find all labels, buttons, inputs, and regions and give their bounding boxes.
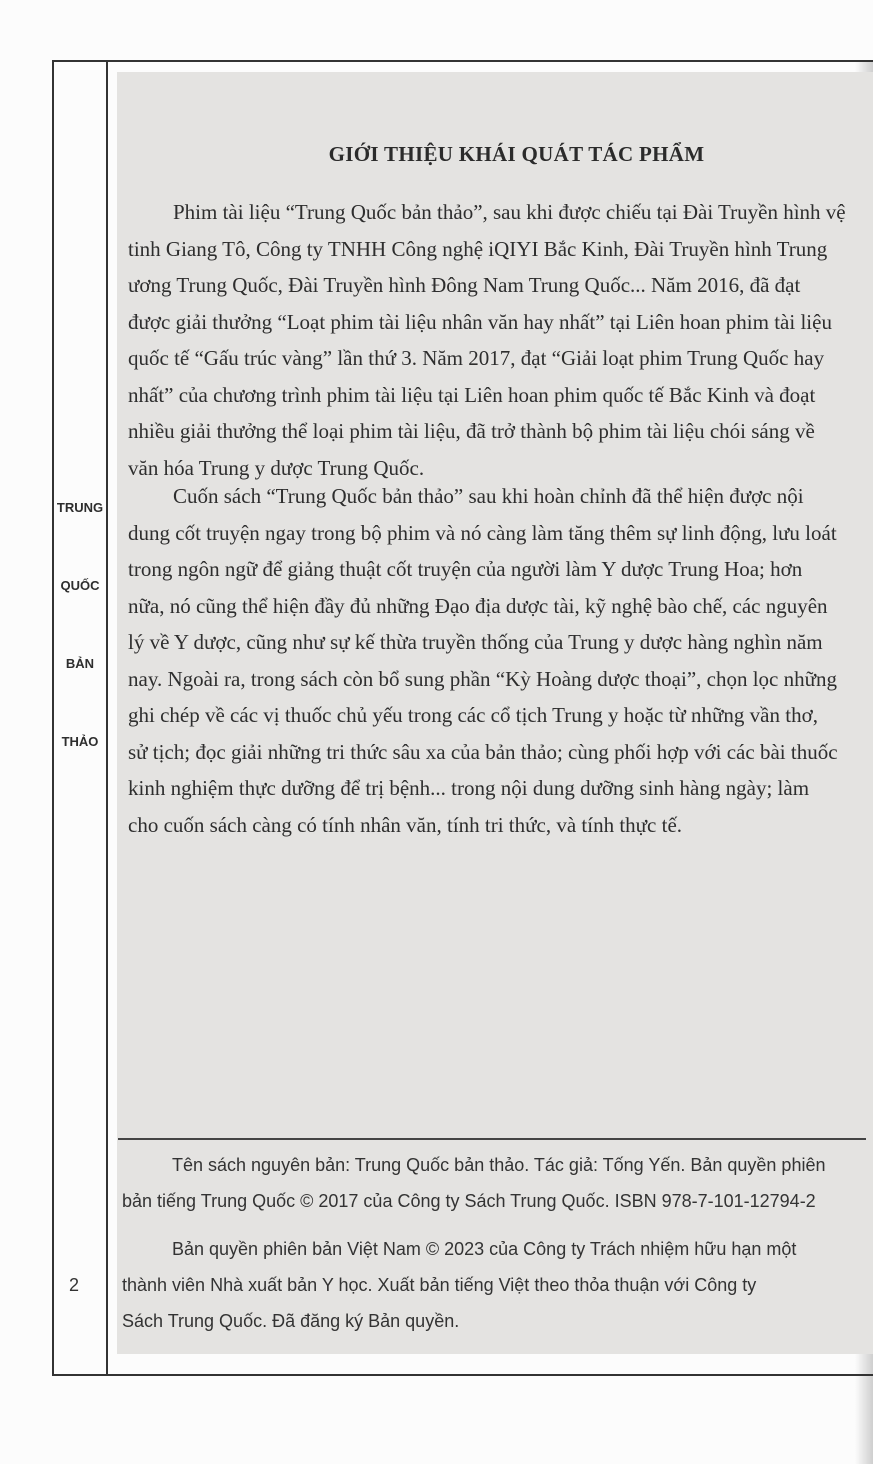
paragraph-line: sử tịch; đọc giải những tri thức sâu xa của bản thảo; cùng phối hợp với các bài thuốc [128,739,838,764]
frame-left-rule [52,60,54,1376]
paragraph-line: nay. Ngoài ra, trong sách còn bổ sung phần “Kỳ Hoàng dược thoại”, chọn lọc những [128,666,837,691]
paragraph-line: cho cuốn sách càng có tính nhân văn, tính tri thức, và tính thực tế. [128,812,683,837]
paragraph-line: lý về Y dược, cũng như sự kế thừa truyền thống của Trung y dược hàng nghìn năm [128,630,823,654]
notice-separator [118,1138,866,1140]
side-label-trung: TRUNG [56,500,104,515]
notice-line: Tên sách nguyên bản: Trung Quốc bản thảo. Tác giả: Tống Yến. Bản quyền phiên [172,1155,826,1175]
paragraph-line: được giải thưởng “Loạt phim tài liệu nhân văn hay nhất” tại Liên hoan phim tài liệu [128,309,832,334]
copyright-notice-2 [122,1231,873,1339]
side-label-ban: BẢN [65,656,95,671]
paragraph-line: nhiều giải thưởng thể loại phim tài liệu, đã trở thành bộ phim tài liệu chói sáng về [128,419,815,443]
frame-top-rule [52,60,873,62]
paragraph-2 [128,478,873,843]
notice-line: Bản quyền phiên bản Việt Nam © 2023 của Công ty Trách nhiệm hữu hạn một [172,1239,797,1259]
paragraph-line: nhất” của chương trình phim tài liệu tại Liên hoan phim quốc tế Bắc Kinh và đoạt [128,382,816,407]
frame-inner-rule [106,60,108,1376]
notice-line: Sách Trung Quốc. Đã đăng ký Bản quyền. [122,1311,460,1331]
paragraph-1 [128,194,873,486]
paragraph-line: dung cốt truyện ngay trong bộ phim và nó càng làm tăng thêm sự linh động, lưu loát [128,520,837,545]
copyright-notice-1 [122,1147,873,1219]
paragraph-line: Cuốn sách “Trung Quốc bản thảo” sau khi hoàn chỉnh đã thể hiện được nội [173,484,804,508]
paragraph-line: văn hóa Trung y dược Trung Quốc. [128,455,425,480]
paragraph-line: kinh nghiệm thực dưỡng để trị bệnh... trong nội dung dưỡng sinh hàng ngày; làm [128,776,810,800]
side-label-thao: THẢO [61,734,99,749]
paragraph-line: nữa, nó cũng thể hiện đầy đủ những Đạo địa dược tài, kỹ nghệ bào chế, các nguyên [128,593,828,618]
paragraph-line: ương Trung Quốc, Đài Truyền hình Đông Nam Trung Quốc... Năm 2016, đã đạt [128,273,801,297]
page-number: 2 [68,1275,79,1295]
paragraph-line: Phim tài liệu “Trung Quốc bản thảo”, sau khi được chiếu tại Đài Truyền hình vệ [173,200,846,224]
notice-line: bản tiếng Trung Quốc © 2017 của Công ty Sách Trung Quốc. ISBN 978-7-101-12794-2 [122,1191,816,1211]
page-title: GIỚI THIỆU KHÁI QUÁT TÁC PHẨM [328,142,705,166]
notice-line: thành viên Nhà xuất bản Y học. Xuất bản tiếng Việt theo thỏa thuận với Công ty [122,1275,757,1295]
paragraph-line: quốc tế “Gấu trúc vàng” lần thứ 3. Năm 2017, đạt “Giải loạt phim Trung Quốc hay [128,346,825,370]
paragraph-line: trong ngôn ngữ để giảng thuật cốt truyện của người làm Y dược Trung Hoa; hơn [128,557,803,581]
frame-bottom-rule [52,1374,873,1376]
side-label-quoc: QUỐC [60,578,100,593]
paragraph-line: ghi chép về các vị thuốc chủ yếu trong các cổ tịch Trung y hoặc từ những vần thơ, [128,703,818,727]
paragraph-line: tinh Giang Tô, Công ty TNHH Công nghệ iQIYI Bắc Kinh, Đài Truyền hình Trung [128,236,828,261]
